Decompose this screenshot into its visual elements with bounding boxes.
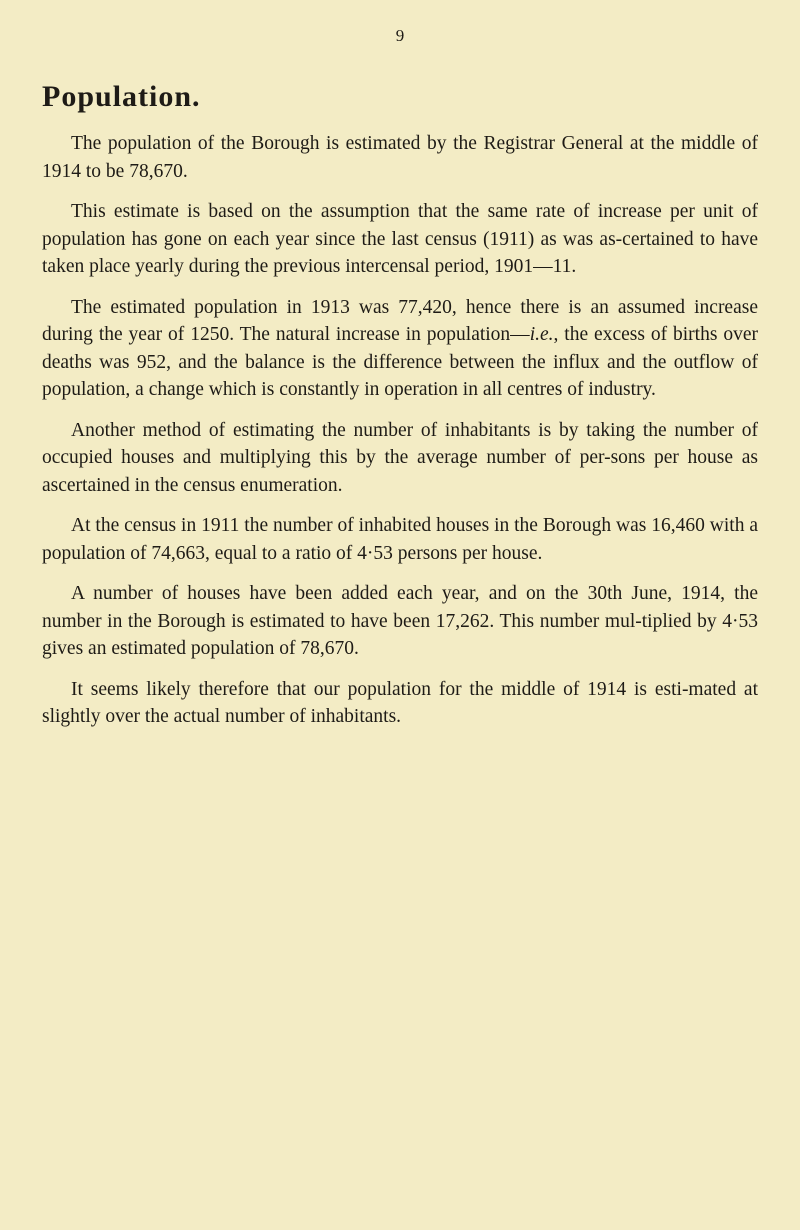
paragraph-natural-increase [42,294,758,404]
paragraph-conclusion: It seems likely therefore that our population for the middle of 1914 is esti-mated at slightly over the actual number of inhabitants. [42,678,758,727]
paragraph-houses-added: A number of houses have been added each year, and on the 30th June, 1914, the number in the Borough is estimated to have been 17,262. This number mul-tiplied by 4·53 gives an estimated population of 78,670. [42,583,758,659]
natural-increase-italic-ie: i.e. [529,324,554,345]
page-title: Population. [42,80,201,113]
paragraph-registrar-estimate: The population of the Borough is estimated by the Registrar General at the middle of 1914 to be 78,670. [42,133,758,182]
natural-increase-text-end: , the excess of births over deaths was 952, and the balance is the difference between the influx and the outflow of population, a change which is constantly in operation in all centres of industry. [42,324,758,400]
page-number: 9 [395,26,405,45]
paragraph-alternative-method: Another method of estimating the number of inhabitants is by taking the number of occupied houses and multiplying this by the average number of per-sons per house as ascertained in the census enumeration. [42,419,758,496]
body-text [42,130,758,744]
paragraph-census-1911: At the census in 1911 the number of inhabited houses in the Borough was 16,460 with a population of 74,663, equal to a ratio of 4·53 persons per house. [42,515,758,564]
natural-increase-text-start: The estimated population in 1913 was 77,420, hence there is an assumed increase during the year of 1250. The natural increase in population— [42,296,758,345]
paragraph-estimate-basis: This estimate is based on the assumption that the same rate of increase per unit of population has gone on each year since the last census (1911) as was as-certained to have taken place yearly during the previous intercensal period, 1901—11. [42,201,758,277]
